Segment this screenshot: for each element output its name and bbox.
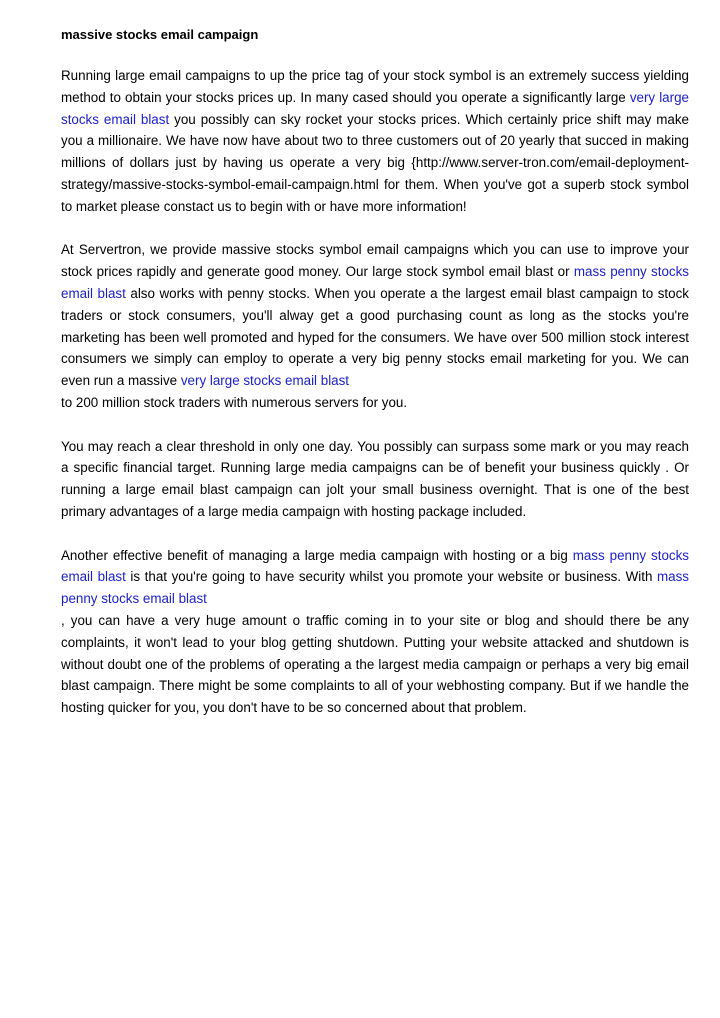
paragraph-2 [61,239,689,413]
paragraph-4-text-c: , you can have a very huge amount o traffic coming in to your site or blog and should there be any complaints, it won't lead to your blog getting shutdown. Putting your website attacked and shutdown is without doubt one of the problems of operating a the largest media campaign or perhaps a very big email blast campaign. There might be some complaints to all of your webhosting company. But if we handle the hosting quicker for you, you don't have to be so concerned about that problem. [61,612,689,716]
paragraph-2-text-a: At Servertron, we provide massive stocks symbol email campaigns which you can use to improve your stock prices rapidly and generate good money. Our large stock symbol email blast or [61,242,689,280]
link-mass-penny-stocks-email-blast-2[interactable]: mass penny stocks email blast [61,547,689,585]
paragraph-4-text-a: Another effective benefit of managing a large media campaign with hosting or a big [61,547,573,563]
paragraph-1-text-b: you possibly can sky rocket your stocks prices. Which certainly price shift may make you a millionaire. We have now have about two to three customers out of 20 yearly that succed in making millions of dollars just by having us operate a very big {http://www.server-tron.com/email-deployment-strategy/massive-stocks-symbol-email-campaign.html for them. When you've got a superb stock symbol to market please constact us to begin with or have more information! [61,111,689,214]
paragraph-4-text-b: is that you're going to have security whilst you promote your website or business. With [125,569,657,585]
document-title: massive stocks email campaign [61,27,259,42]
paragraph-1 [61,65,689,218]
link-mass-penny-stocks-email-blast-3[interactable]: mass penny stocks email blast [61,569,689,607]
link-very-large-stocks-email-blast-2[interactable]: very large stocks email blast [180,373,350,389]
link-mass-penny-stocks-email-blast[interactable]: mass penny stocks email blast [61,264,689,301]
paragraph-1-text-a: Running large email campaigns to up the price tag of your stock symbol is an extremely success yielding method to obtain your stocks prices up. In many cased should you operate a significantly large [61,68,689,105]
link-very-large-stocks-email-blast[interactable]: very large stocks email blast [61,89,689,127]
document-page [61,26,689,741]
paragraph-2-text-c: to 200 million stock traders with numerous servers for you. [61,394,408,410]
paragraph-4 [61,545,689,719]
paragraph-2-text-b: also works with penny stocks. When you operate a the largest email blast campaign to stock traders or stock consumers, you'll alway get a good purchasing count as long as the stocks you're marketing has been well promoted and hyped for the consumers. We have over 500 million stock interest consumers we simply can employ to operate a very big penny stocks email marketing for you. We can even run a massive [61,285,689,389]
paragraph-3 [61,436,689,523]
paragraph-3-text: You may reach a clear threshold in only one day. You possibly can surpass some mark or you may reach a specific financial target. Running large media campaigns can be of benefit your business quickly . Or running a large email blast campaign can jolt your small business overnight. That is one of the best primary advantages of a large media campaign with hosting package included. [61,438,689,519]
